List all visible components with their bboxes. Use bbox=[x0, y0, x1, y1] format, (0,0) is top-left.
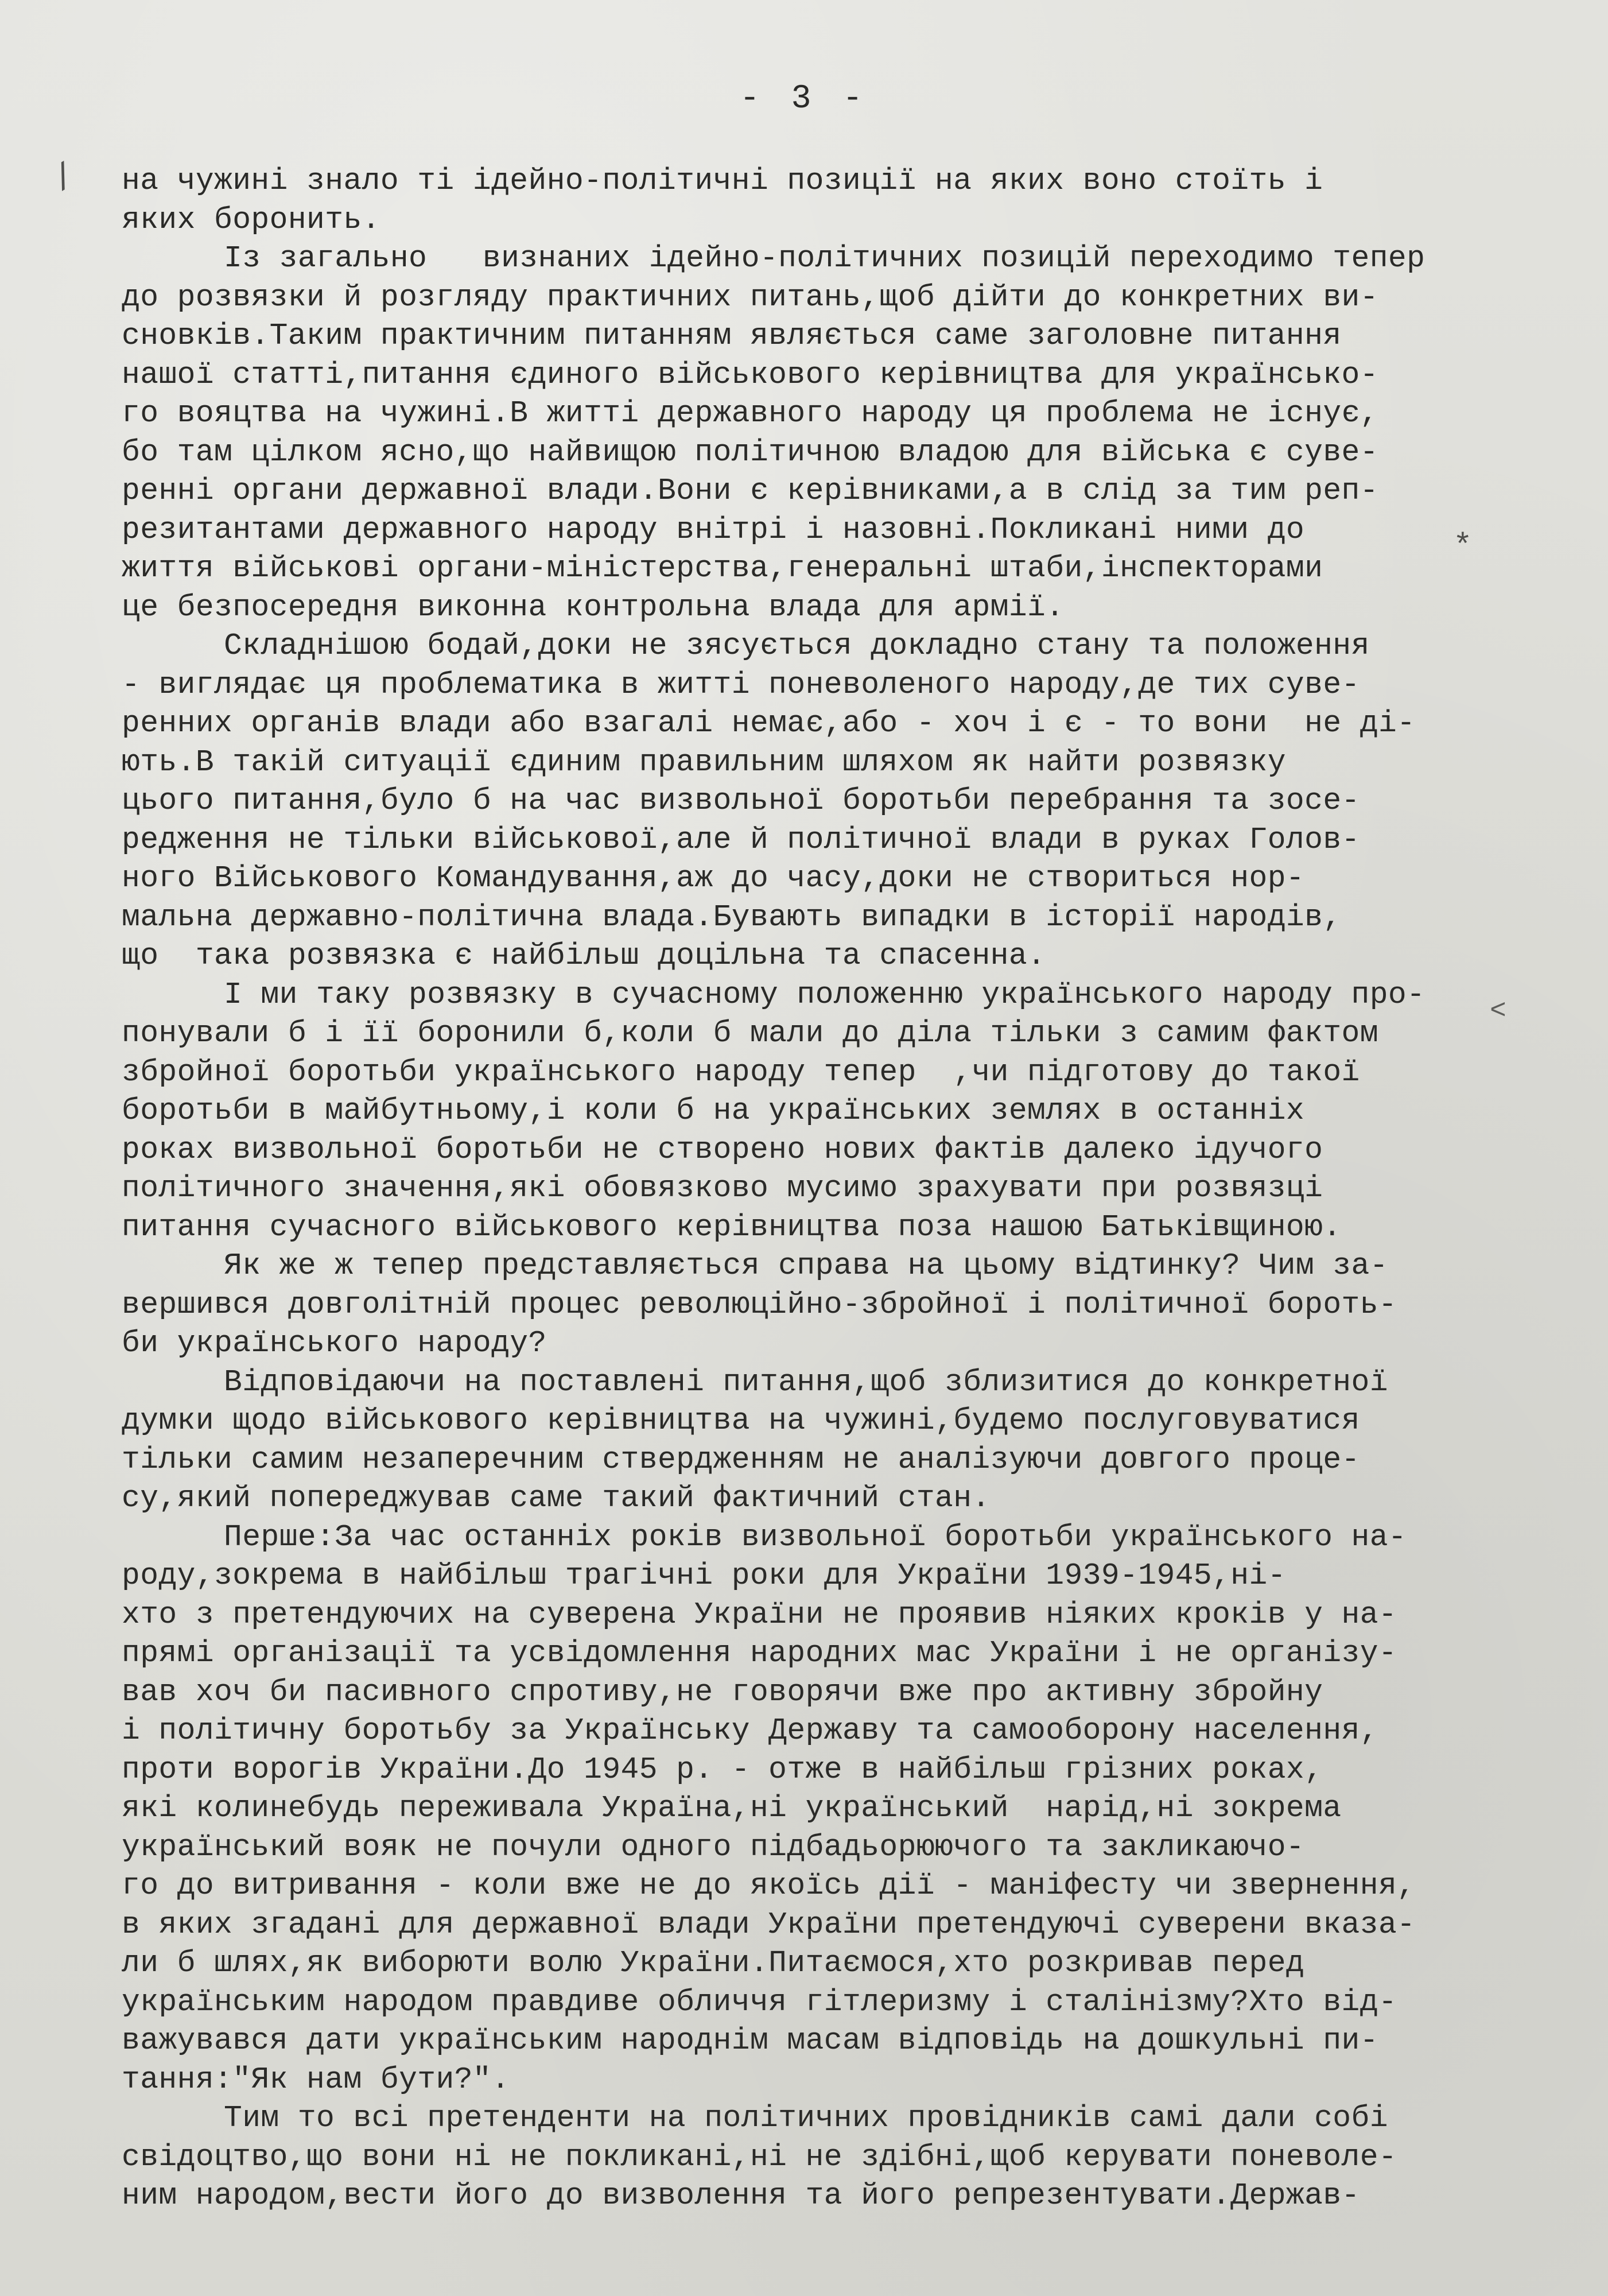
text-line: що така розвязка є найбільш доцільна та спасенна. bbox=[122, 938, 1046, 973]
text-line: резитантами державного народу внітрі і назовні.Покликані ними до bbox=[122, 512, 1305, 547]
text-line: тільки самим незаперечним ствердженням не аналізуючи довгого проце- bbox=[122, 1442, 1360, 1477]
text-line: на чужині знало ті ідейно-політичні позиції на яких воно стоїть і bbox=[122, 164, 1323, 198]
text-line: ють.В такій ситуації єдиним правильним шляхом як найти розвязку bbox=[122, 744, 1286, 779]
text-line: понували б і її боронили б,коли б мали до діла тільки з самим фактом bbox=[122, 1016, 1378, 1050]
text-line: хто з претендуючих на суверена України не проявив ніяких кроків у на- bbox=[122, 1597, 1397, 1632]
text-line: Складнішою бодай,доки не зясується докладно стану та положення bbox=[224, 629, 1370, 663]
text-line: і політичну боротьбу за Українську Державу та самооборону населення, bbox=[122, 1713, 1378, 1748]
page-number: - 3 - bbox=[739, 80, 869, 118]
text-line: бо там цілком ясно,що найвищою політичною владою для війська є суве- bbox=[122, 435, 1378, 470]
text-line: які колинебудь переживала Україна,ні український нарід,ні зокрема bbox=[122, 1791, 1342, 1825]
text-line: український вояк не почули одного підбадьорюючого та закликаючо- bbox=[122, 1829, 1305, 1864]
text-line: ли б шлях,як виборюти волю України.Питаємося,хто розкривав перед bbox=[122, 1946, 1305, 1980]
text-line: свідоцтво,що вони ні не покликані,ні не здібні,щоб керувати поневоле- bbox=[122, 2139, 1397, 2174]
margin-angle-mark: < bbox=[1490, 996, 1506, 1027]
text-line: боротьби в майбутньому,і коли б на українських землях в останніх bbox=[122, 1093, 1305, 1128]
text-line: би українського народу? bbox=[122, 1326, 547, 1360]
text-line: нашої статті,питання єдиного військового керівництва для українсько- bbox=[122, 357, 1378, 392]
text-line: Перше:За час останніх років визвольної боротьби українського на- bbox=[224, 1519, 1407, 1554]
text-line: мальна державно-політична влада.Бувають випадки в історії народів, bbox=[122, 899, 1342, 934]
text-line: збройної боротьби українського народу тепер ,чи підготову до такої bbox=[122, 1054, 1360, 1089]
text-line: Тим то всі претенденти на політичних провідників самі дали собі bbox=[224, 2101, 1388, 2135]
text-line: редження не тільки військової,але й політичної влади в руках Голов- bbox=[122, 822, 1360, 857]
text-line: Як же ж тепер представляється справа на цьому відтинку? Чим за- bbox=[224, 1248, 1388, 1283]
text-line: проти ворогів України.До 1945 р. - отже в найбільш грізних роках, bbox=[122, 1752, 1323, 1787]
text-line: до розвязки й розгляду практичних питань,щоб дійти до конкретних ви- bbox=[122, 280, 1378, 315]
text-line: в яких згадані для державної влади України претендуючі суверени вказа- bbox=[122, 1907, 1416, 1942]
text-line: су,який попереджував саме такий фактичний стан. bbox=[122, 1481, 991, 1515]
text-line: І ми таку розвязку в сучасному положенню українського народу про- bbox=[224, 977, 1426, 1012]
margin-star-mark: * bbox=[1453, 528, 1473, 565]
text-line: життя військові органи-міністерства,генеральні штаби,інспекторами bbox=[122, 551, 1323, 585]
text-line: думки щодо військового керівництва на чужині,будемо послуговуватися bbox=[122, 1403, 1360, 1438]
text-line: прямі організації та усвідомлення народних мас України і не організу- bbox=[122, 1636, 1397, 1670]
text-line: питання сучасного військового керівництва поза нашою Батьківщиною. bbox=[122, 1209, 1342, 1244]
text-line: яких боронить. bbox=[122, 202, 380, 237]
text-line: вершився довголітній процес революційно-збройної і політичної бороть- bbox=[122, 1287, 1397, 1322]
text-line: ним народом,вести його до визволення та його репрезентувати.Держав- bbox=[122, 2178, 1360, 2213]
text-line: ренні органи державної влади.Вони є керівниками,а в слід за тим реп- bbox=[122, 474, 1378, 508]
text-line: - виглядає ця проблематика в житті поневоленого народу,де тих суве- bbox=[122, 667, 1360, 702]
text-line: го вояцтва на чужині.В житті державного народу ця проблема не існує, bbox=[122, 396, 1378, 430]
text-line: політичного значення,які обовязково мусимо зрахувати при розвязці bbox=[122, 1171, 1323, 1205]
text-line: роках визвольної боротьби не створено нових фактів далеко ідучого bbox=[122, 1132, 1323, 1167]
text-line: українським народом правдиве обличчя гітлеризму і сталінізму?Хто від- bbox=[122, 1984, 1397, 2019]
margin-tick-mark: / bbox=[46, 157, 84, 201]
document-body bbox=[122, 162, 1539, 2216]
text-line: Із загально визнаних ідейно-політичних позицій переходимо тепер bbox=[224, 241, 1426, 276]
text-line: важувався дати українським народнім масам відповідь на дошкульні пи- bbox=[122, 2023, 1378, 2058]
text-line: тання:"Як нам бути?". bbox=[122, 2062, 510, 2097]
text-line: Відповідаючи на поставлені питання,щоб зблизитися до конкретної bbox=[224, 1364, 1388, 1399]
text-line: го до витривання - коли вже не до якоїсь дії - маніфесту чи звернення, bbox=[122, 1868, 1416, 1903]
text-line: ренних органів влади або взагалі немає,або - хоч і є - то вони не ді- bbox=[122, 706, 1416, 740]
text-line: це безпосередня виконна контрольна влада для армії. bbox=[122, 589, 1065, 625]
text-line: ного Військового Командування,аж до часу,доки не створиться нор- bbox=[122, 861, 1305, 895]
text-line: вав хоч би пасивного спротиву,не говорячи вже про активну збройну bbox=[122, 1674, 1323, 1709]
text-line: роду,зокрема в найбільш трагічні роки для України 1939-1945,ні- bbox=[122, 1558, 1286, 1593]
text-line: цього питання,було б на час визвольної боротьби перебрання та зосе- bbox=[122, 784, 1360, 818]
text-line: сновків.Таким практичним питанням являється саме заголовне питання bbox=[122, 319, 1342, 353]
